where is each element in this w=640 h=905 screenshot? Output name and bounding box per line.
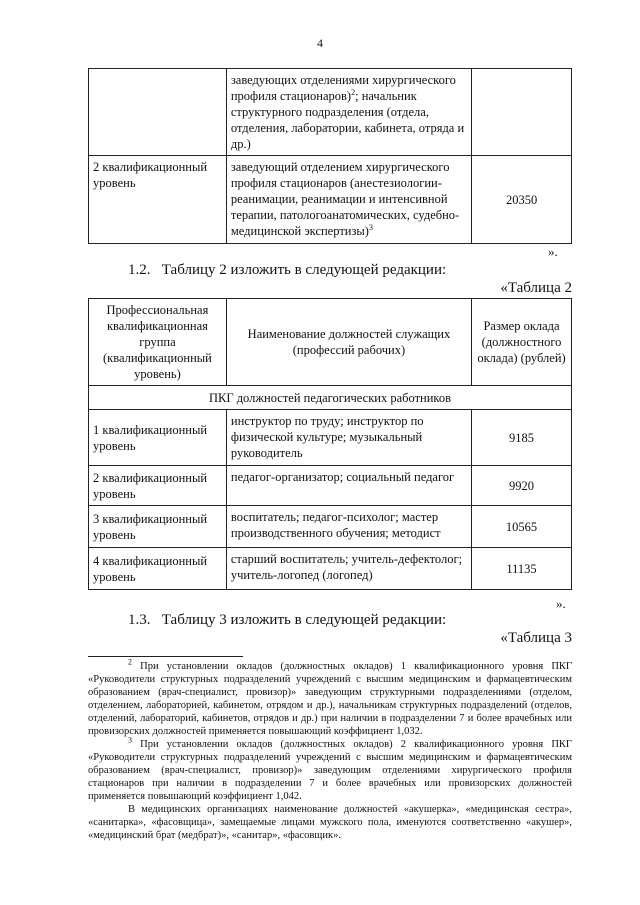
table-row: [89, 69, 572, 156]
section-row: [89, 386, 572, 410]
position-names-cell: старший воспитатель; учитель-дефектолог; учитель-логопед (логопед): [226, 548, 471, 590]
section-title: ПКГ должностей педагогических работников: [89, 386, 572, 410]
qualification-level-cell: 3 квалификационный уровень: [89, 506, 227, 548]
table-row: [89, 156, 572, 244]
salary-cell: 9185: [472, 410, 572, 466]
column-header: Профессиональная квалификационная группа (квалификационный уровень): [89, 299, 227, 386]
table-row: [89, 466, 572, 506]
footnote-ref: 2: [351, 87, 356, 97]
salary-cell: [472, 69, 572, 156]
qualification-level-cell: 2 квалификационный уровень: [89, 466, 227, 506]
qualification-level-cell: 2 квалификационный уровень: [89, 156, 227, 244]
qualification-level-cell: [89, 69, 227, 156]
qualification-level-cell: 4 квалификационный уровень: [89, 548, 227, 590]
table-3-label: «Таблица 3: [500, 630, 572, 646]
section-1-2-heading: 1.2. Таблицу 2 изложить в следующей редакции:: [128, 262, 447, 278]
salary-table-2: [88, 298, 572, 590]
closing-quote: ».: [548, 244, 558, 259]
position-names-cell: воспитатель; педагог-психолог; мастер производственного обучения; методист: [226, 506, 471, 548]
position-names-cell: заведующий отделением хирургического профиля стационаров (анестезиологии-реанимации, реанимации и интенсивной терапии, патологоанатомических, судебно-медицинской экспертизы)$^3$: [226, 156, 471, 244]
footnote-separator: [88, 656, 243, 657]
footnote-mark: 2: [128, 657, 132, 667]
footnotes: [88, 657, 572, 842]
table-row: [89, 506, 572, 548]
salary-cell: 20350: [472, 156, 572, 244]
position-names-cell: педагог-организатор; социальный педагог: [226, 466, 471, 506]
table-header-row: [89, 299, 572, 386]
salary-cell: 11135: [472, 548, 572, 590]
footnote-3: $^3$ При установлении окладов (должностных окладов) 2 квалификационного уровня ПКГ «Руководители структурных подразделений учреждений с высшим медицинским и фармацевтическим образованием (врач-специалист, провизор)» заведующим отделениями хирургического профиля стационаров при наличии в подразделении 7 и более врачебных или провизорских должностей применяется повышающий коэффициент 1,042.: [88, 735, 572, 802]
table-row: [89, 548, 572, 590]
qualification-level-cell: 1 квалификационный уровень: [89, 410, 227, 466]
salary-cell: 10565: [472, 506, 572, 548]
table-2-label: «Таблица 2: [500, 280, 572, 296]
footnote-note: В медицинских организациях наименование должностей «акушерка», «медицинская сестра», «санитарка», «фасовщица», замещаемые лицами мужского пола, именуются соответственно «акушер», «медицинский брат (медбрат)», «санитар», «фасовщик».: [88, 804, 572, 841]
position-names-cell: инструктор по труду; инструктор по физической культуре; музыкальный руководитель: [226, 410, 471, 466]
position-names-cell: заведующих отделениями хирургического профиля стационаров)$^2$; начальник структурного подразделения (отдела, отделения, лаборатории, кабинета, отряда и др.): [226, 69, 471, 156]
footnote-mark: 3: [128, 735, 132, 745]
closing-quote: ».: [556, 596, 566, 611]
salary-cell: 9920: [472, 466, 572, 506]
table-row: [89, 410, 572, 466]
footnote-2: $^2$ При установлении окладов (должностных окладов) 1 квалификационного уровня ПКГ «Руководители структурных подразделений учреждений с высшим медицинским и фармацевтическим образованием (врач-специалист, провизор)» заведующим структурными подразделениями (отделом, отделением, лабораторией, кабинетом, отрядом и др.), начальникам структурных подразделений (отделов, отделений, лабораторий, кабинетов, отрядов и др.) при наличии в подразделении 7 и более врачебных или провизорских должностей применяется повышающий коэффициент 1,032.: [88, 657, 572, 737]
footnote-ref: 3: [368, 222, 373, 232]
column-header: Размер оклада (должностного оклада) (рублей): [472, 299, 572, 386]
column-header: Наименование должностей служащих (профессий рабочих): [226, 299, 471, 386]
page-number: 4: [317, 36, 323, 50]
section-1-3-heading: 1.3. Таблицу 3 изложить в следующей редакции:: [128, 612, 447, 628]
salary-table-1-continuation: [88, 68, 572, 244]
